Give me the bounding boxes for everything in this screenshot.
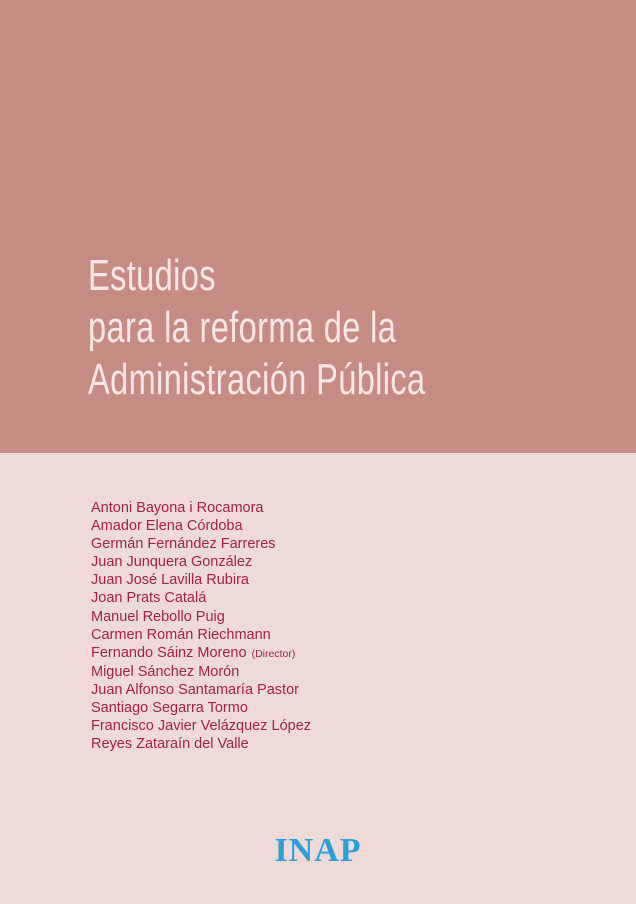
author-row bbox=[91, 663, 311, 681]
author-row bbox=[91, 644, 311, 663]
author-name: Juan Junquera González bbox=[91, 554, 253, 571]
author-name: Fernando Sáinz Moreno bbox=[91, 644, 247, 661]
title-line-1: Estudios bbox=[88, 251, 216, 300]
book-title bbox=[88, 250, 426, 406]
author-name: Amador Elena Córdoba bbox=[91, 518, 243, 535]
author-name: Juan Alfonso Santamaría Pastor bbox=[91, 681, 299, 698]
author-row bbox=[91, 499, 311, 517]
author-name: Carmen Román Riechmann bbox=[91, 626, 271, 643]
author-list bbox=[91, 499, 311, 753]
author-name: Joan Prats Catalá bbox=[91, 590, 207, 607]
title-line-3: Administración Pública bbox=[88, 355, 426, 404]
author-row bbox=[91, 553, 311, 571]
author-row bbox=[91, 717, 311, 735]
author-note: (Director) bbox=[251, 647, 296, 660]
author-name: Manuel Rebollo Puig bbox=[91, 608, 225, 625]
author-row bbox=[91, 735, 311, 753]
author-row bbox=[91, 626, 311, 644]
inap-logo: INAP bbox=[274, 832, 362, 869]
author-name: Germán Fernández Farreres bbox=[91, 536, 276, 553]
author-name: Reyes Zataraín del Valle bbox=[91, 736, 249, 753]
author-name: Santiago Segarra Tormo bbox=[91, 700, 248, 717]
author-row bbox=[91, 517, 311, 535]
author-row bbox=[91, 589, 311, 607]
author-name: Miguel Sánchez Morón bbox=[91, 663, 240, 680]
author-row bbox=[91, 608, 311, 626]
author-row bbox=[91, 699, 311, 717]
author-name: Antoni Bayona i Rocamora bbox=[91, 500, 264, 516]
author-row bbox=[91, 535, 311, 553]
author-name: Juan José Lavilla Rubira bbox=[91, 572, 249, 589]
author-row bbox=[91, 571, 311, 589]
author-row bbox=[91, 681, 311, 699]
author-name: Francisco Javier Velázquez López bbox=[91, 718, 312, 735]
title-line-2: para la reforma de la bbox=[88, 303, 397, 352]
